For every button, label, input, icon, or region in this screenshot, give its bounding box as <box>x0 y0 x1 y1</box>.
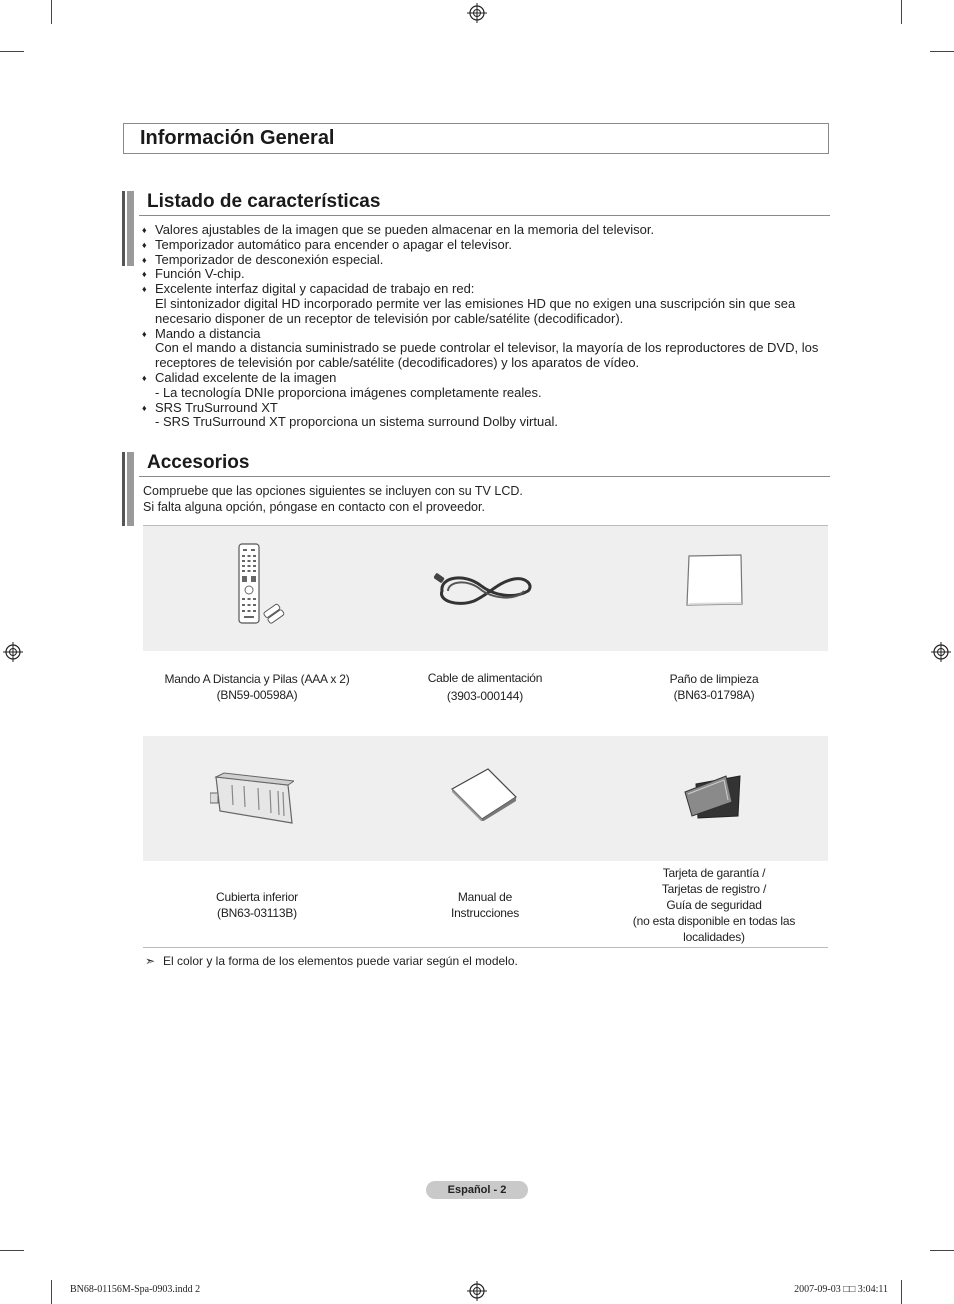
page-title: Información General <box>140 127 335 149</box>
section-rule <box>139 215 830 216</box>
diamond-bullet-icon: ♦ <box>142 402 147 413</box>
crop-mark <box>901 0 902 24</box>
list-item: ♦ Función V-chip. <box>142 266 245 282</box>
features-title: Listado de características <box>147 191 381 212</box>
list-item: ♦ SRS TruSurround XT - SRS TruSurround XT proporciona un sistema surround Dolby virtual. <box>142 399 558 430</box>
diamond-bullet-icon: ♦ <box>142 284 147 295</box>
feature-list <box>142 223 832 430</box>
registration-mark-icon <box>467 3 487 23</box>
diamond-bullet-icon: ♦ <box>142 225 147 235</box>
list-item: ♦ Temporizador de desconexión especial. <box>142 251 384 267</box>
section-marker <box>122 452 134 526</box>
diamond-bullet-icon: ♦ <box>142 328 147 339</box>
note-arrow-icon: ➣ <box>145 954 156 968</box>
diamond-bullet-icon: ♦ <box>142 372 147 383</box>
page-number-badge: Español - 2 <box>426 1181 528 1199</box>
crop-mark <box>930 51 954 52</box>
crop-mark <box>51 0 52 24</box>
accessory-caption: Paño de limpieza (BN63-01798A) <box>669 672 759 702</box>
accessories-title: Accesorios <box>147 452 250 473</box>
crop-mark <box>51 1280 52 1304</box>
list-item: ♦ Temporizador automático para encender o apagar el televisor. <box>142 236 512 252</box>
list-item: ♦ Excelente interfaz digital y capacidad de trabajo en red: El sintonizador digital HD incorporado permite ver las emisiones HD que no exigen una suscripción sin que sea necesario disponer de un receptor de televisión por cable/satélite (decodificador). <box>142 281 796 326</box>
accessory-caption: Tarjeta de garantía / Tarjetas de registro / Guía de seguridad (no esta disponible en todas las localidades) <box>632 866 796 944</box>
diamond-bullet-icon: ♦ <box>142 239 147 250</box>
section-marker <box>122 191 134 266</box>
diamond-bullet-icon: ♦ <box>142 254 147 265</box>
accessory-caption: Mando A Distancia y Pilas (AAA x 2) (BN59-00598A) <box>164 672 350 702</box>
diamond-bullet-icon: ♦ <box>142 269 147 280</box>
manual-icon <box>448 767 520 821</box>
accessory-note: ➣ El color y la forma de los elementos puede variar según el modelo. <box>145 954 518 968</box>
cleaning-cloth-icon <box>684 553 744 607</box>
bottom-cover-icon <box>210 771 294 825</box>
registration-mark-icon <box>931 642 951 662</box>
crop-mark <box>0 51 24 52</box>
list-item: ♦ Valores ajustables de la imagen que se pueden almacenar en la memoria del televisor. <box>142 222 655 237</box>
cards-icon <box>682 770 744 820</box>
crop-mark <box>901 1280 902 1304</box>
page-title-box <box>123 123 829 154</box>
footer-timestamp: 2007-09-03 □□ 3:04:11 <box>794 1284 888 1295</box>
footer-file-name: BN68-01156M-Spa-0903.indd 2 <box>70 1284 201 1295</box>
list-item: ♦ Calidad excelente de la imagen - La tecnología DNIe proporciona imágenes completamente reales. <box>142 369 542 400</box>
registration-mark-icon <box>467 1281 487 1301</box>
accessory-caption: Manual de Instrucciones <box>450 890 520 920</box>
accessories-intro: Compruebe que las opciones siguientes se incluyen con su TV LCD. Si falta alguna opción, póngase en contacto con el proveedor. <box>143 484 523 514</box>
divider <box>143 947 828 948</box>
registration-mark-icon <box>3 642 23 662</box>
power-cable-icon <box>434 569 534 609</box>
list-item: ♦ Mando a distancia Con el mando a distancia suministrado se puede controlar el televisor, la mayoría de los reproductores de DVD, los receptores de televisión por cable/satélite (decodificadores) y los aparatos de vídeo. <box>142 325 819 371</box>
section-rule <box>139 476 830 477</box>
crop-mark <box>0 1250 24 1251</box>
remote-control-icon <box>232 543 286 625</box>
accessory-caption: Cable de alimentación (3903-000144) <box>427 671 543 703</box>
accessory-caption: Cubierta inferior (BN63-03113B) <box>216 890 298 920</box>
crop-mark <box>930 1250 954 1251</box>
